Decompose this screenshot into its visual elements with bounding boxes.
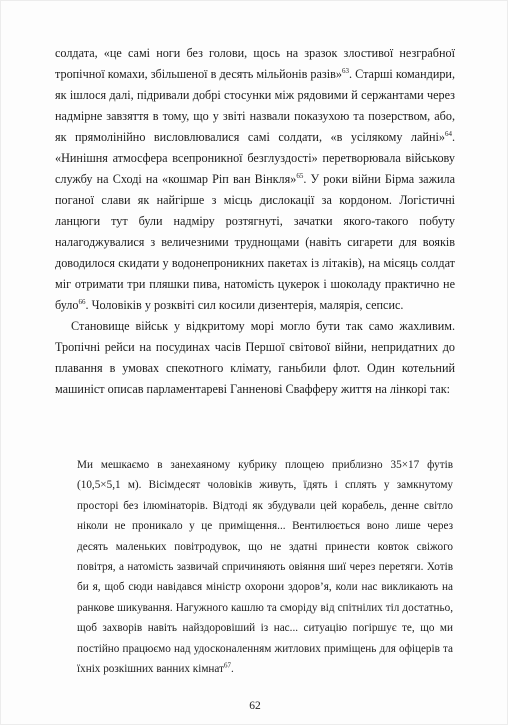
text-run: . Старші командири, як ішлося далі, підривали добрі стосунки між рядовими й сержантами через надмірне завзяття в тому, що у звіті назвали показухою та позерством, або, як прямолінійно висловлювалися самі солдати, «в усілякому лайні» <box>55 67 456 144</box>
footnote-reference: 66 <box>78 297 86 306</box>
footnote-reference: 64 <box>444 129 452 138</box>
text-run: солдата, «це самі ноги без голови, щось на зразок злостивої незграбної тропічної комахи, збільшеної в десять мільйонів разів» <box>55 46 455 81</box>
block-quote <box>77 455 453 679</box>
text-run: Ми мешкаємо в занехаяному кубрику площею приблизно 35×17 футів (10,5×5,1 м). Вісімдесят чоловіків живуть, їдять і сплять у замкнутому просторі без ілюмінаторів. Відтоді як збудували цей корабель, денне світло ніколи не проникало у це приміщення... Вентилюється воно лише через десять маленьких повітродувок, що не здатні принести ковток свіжого повітря, а натомість зазвичай спричиняють овіяння шиї через перетяги. Хотів би я, щоб сюди навідався міністр охорони здоров’я, коли нас викликають на ранкове шикування. Нагужного кашлю та сморіду від спітнілих тіл достатньо, щоб захворів навіть найздоровіший із нас... ситуацію погіршує те, що ми постійно працюємо над удосконаленням житлових приміщень для офіцерів та їхніх розкішних ванних кімнат <box>77 459 453 676</box>
text-run: Становище військ у відкритому морі могло бути так само жахливим. Тропічні рейси на посудинах часів Першої світової війни, непридатних до плавання в умовах спекотного клімату, ганьбили флот. Один котельний машиніст описав парламентареві Ганненові Свафферу життя на лінкорі так: <box>55 319 455 396</box>
page-number: 62 <box>249 700 261 712</box>
text-run: . <box>230 663 234 676</box>
paragraph <box>55 316 455 400</box>
text-run: . «Нинішня атмосфера всепроникної безглуздості» перетворювала військову службу на Сході на «кошмар Ріп ван Вінкля» <box>55 130 455 186</box>
quote-paragraph <box>77 455 453 679</box>
paragraph <box>55 43 455 316</box>
footnote-reference: 65 <box>296 171 304 180</box>
footnote-reference: 63 <box>341 66 349 75</box>
text-run: . У роки війни Бірма зажила поганої слави як найгірше з місць дислокації за кордоном. Логістичні ланцюги тут були надміру розтягнуті, зачатки якого-такого побуту налагоджувалися з величезними труднощами (навіть сигарети для вояків доводилося скидати у водонепроникних пакетах із літаків), на місяць солдат міг отримати три пляшки пива, натомість цукерок і шоколаду практично не було <box>55 172 455 312</box>
footnote-reference: 67 <box>223 661 231 670</box>
body-text <box>55 43 455 400</box>
text-run: . Чоловіків у розквіті сил косили дизентерія, малярія, сепсис. <box>85 298 404 312</box>
